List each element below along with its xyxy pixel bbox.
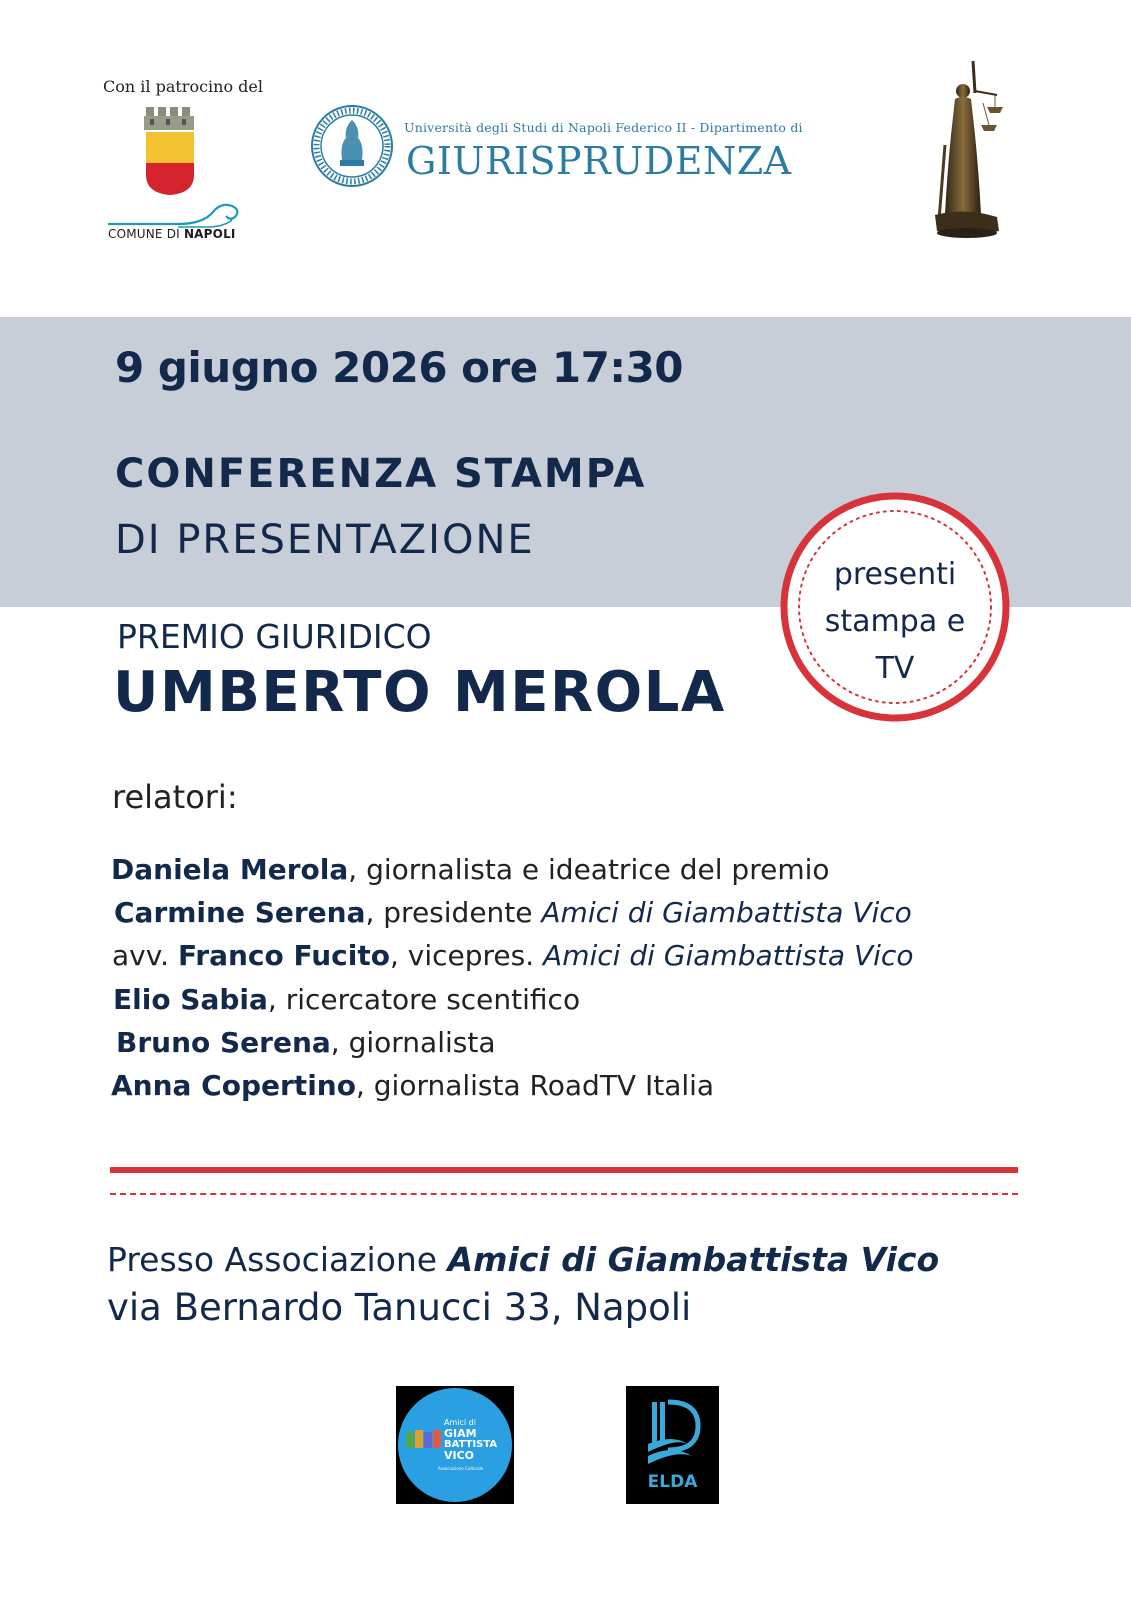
stamp-line: presenti	[833, 557, 957, 592]
amici-vico-logo	[396, 1386, 514, 1504]
speaker-item: Carmine Serena, presidente Amici di Giambattista Vico	[114, 896, 912, 929]
napoli-coat-of-arms-icon	[140, 107, 200, 197]
amici-vico-logo-text: VICO	[444, 1449, 475, 1462]
amici-vico-logo-text: GIAM	[444, 1427, 477, 1440]
stamp-line: TV	[875, 651, 915, 686]
amici-vico-logo-text: Amici di	[444, 1418, 476, 1427]
divider-dashed	[110, 1193, 1018, 1195]
elda-logo-text: ELDA	[647, 1472, 698, 1492]
university-name: Università degli Studi di Napoli Federico II - Dipartimento di	[404, 120, 803, 135]
prize-label: PREMIO GIURIDICO	[117, 617, 432, 656]
venue-address: via Bernardo Tanucci 33, Napoli	[107, 1286, 692, 1329]
amici-vico-logo-text: BATTISTA	[444, 1439, 498, 1450]
venue-name: Presso Associazione Amici di Giambattista Vico	[107, 1240, 940, 1279]
comune-label: COMUNE DI NAPOLI	[108, 227, 236, 241]
event-subtitle: DI PRESENTAZIONE	[115, 517, 535, 563]
lady-justice-statue-icon	[925, 55, 1015, 240]
university-seal-icon	[310, 104, 394, 188]
event-title: CONFERENZA STAMPA	[115, 451, 647, 497]
stamp-line: stampa e	[824, 604, 966, 639]
divider-solid	[110, 1167, 1018, 1173]
stamp-text	[778, 551, 1012, 692]
prize-name: UMBERTO MEROLA	[113, 660, 726, 725]
elda-logo	[626, 1386, 719, 1504]
speaker-item: Bruno Serena, giornalista	[116, 1026, 496, 1059]
event-date: 9 giugno 2026 ore 17:30	[115, 343, 684, 392]
comune-wave-icon	[108, 200, 248, 228]
amici-vico-logo-text: Associazione Culturale	[438, 1466, 484, 1471]
speaker-item: Anna Copertino, giornalista RoadTV Italia	[111, 1069, 715, 1102]
patronage-text: Con il patrocino del	[103, 77, 264, 96]
speaker-item: Daniela Merola, giornalista e ideatrice del premio	[111, 853, 830, 886]
speaker-item: Elio Sabia, ricercatore scentifico	[113, 983, 581, 1016]
speakers-heading: relatori:	[112, 778, 238, 816]
speaker-item: avv. Franco Fucito, vicepres. Amici di Giambattista Vico	[112, 939, 914, 972]
department-name: GIURISPRUDENZA	[406, 139, 792, 183]
